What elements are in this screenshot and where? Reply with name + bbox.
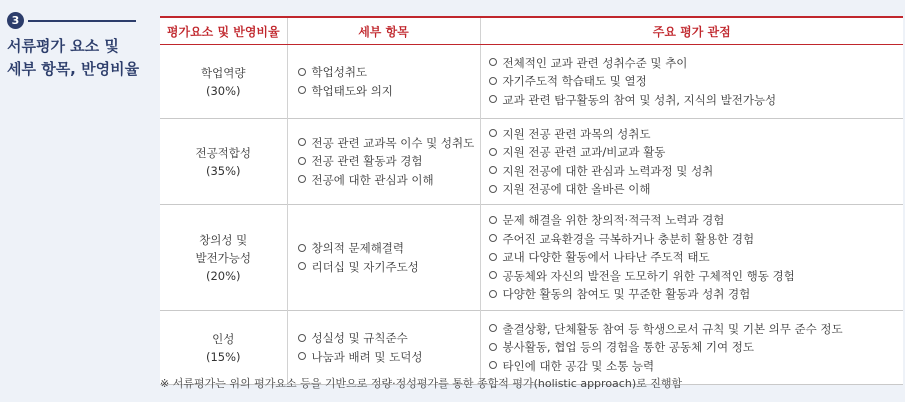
evaluation-table (160, 16, 903, 385)
perspective-list (489, 211, 904, 304)
list-item (489, 143, 904, 162)
list-item (489, 320, 904, 339)
list-item (489, 267, 904, 286)
list-item (489, 230, 904, 249)
circle-bullet-icon (489, 166, 497, 174)
circle-bullet-icon (298, 138, 306, 146)
section-header (7, 10, 157, 81)
section-title (7, 35, 157, 81)
element-cell (160, 119, 287, 205)
detail-item-text: 전공 관련 활동과 경험 (311, 154, 423, 169)
detail-item-text: 학업태도와 의지 (311, 83, 393, 98)
list-item (489, 338, 904, 357)
divider-line (28, 20, 136, 22)
list-item (298, 258, 480, 277)
circle-bullet-icon (298, 86, 306, 94)
circle-bullet-icon (298, 175, 306, 183)
detail-item-text: 리더십 및 자기주도성 (311, 259, 419, 274)
element-cell (160, 45, 287, 119)
element-text: 발전가능성 (195, 250, 252, 265)
detail-item-text: 학업성취도 (311, 65, 368, 79)
detail-item-list (298, 329, 480, 366)
circle-bullet-icon (298, 262, 306, 270)
list-item (298, 171, 480, 190)
list-item (298, 152, 480, 171)
detail-item-list (298, 239, 480, 276)
element-text: 창의성 및 (199, 232, 248, 247)
list-item (298, 329, 480, 348)
perspective-text: 교과 관련 탐구활동의 참여 및 성취, 지식의 발전가능성 (502, 92, 777, 107)
header-perspectives: 주요 평가 관점 (480, 17, 903, 45)
list-item (298, 63, 480, 82)
detail-item-cell (287, 119, 480, 205)
element-cell (160, 205, 287, 311)
header-element: 평가요소 및 반영비율 (160, 17, 287, 45)
list-item (489, 211, 904, 230)
perspective-text: 지원 전공에 대한 관심과 노력과정 및 성취 (502, 163, 714, 178)
circle-bullet-icon (489, 361, 497, 369)
circle-bullet-icon (298, 157, 306, 165)
perspective-list (489, 54, 904, 110)
circle-bullet-icon (489, 324, 497, 332)
section-title-line1: 서류평가 요소 및 (7, 37, 119, 55)
list-item (298, 134, 480, 153)
perspective-text: 봉사활동, 협업 등의 경험을 통한 공동체 기여 정도 (502, 340, 754, 355)
circle-bullet-icon (489, 185, 497, 193)
perspective-text: 자기주도적 학습태도 및 열정 (502, 74, 647, 89)
list-item (489, 285, 904, 304)
table-row (160, 205, 903, 311)
circle-bullet-icon (298, 334, 306, 342)
list-item (489, 357, 904, 376)
section-number-row (7, 10, 157, 29)
detail-item-list (298, 63, 480, 100)
perspective-text: 타인에 대한 공감 및 소통 능력 (502, 358, 655, 373)
circle-bullet-icon (489, 271, 497, 279)
element-text: (20%) (205, 268, 241, 283)
circle-bullet-icon (489, 290, 497, 298)
element-text: (35%) (205, 163, 241, 178)
perspective-text: 문제 해결을 위한 창의적·적극적 노력과 경험 (502, 213, 725, 228)
circle-bullet-icon (489, 343, 497, 351)
list-item (489, 248, 904, 267)
list-item (489, 125, 904, 144)
perspective-list (489, 320, 904, 376)
list-item (489, 72, 904, 91)
perspective-list (489, 125, 904, 199)
perspective-text: 출결상황, 단체활동 참여 등 학생으로서 규칙 및 기본 의무 준수 정도 (502, 321, 843, 336)
list-item (489, 91, 904, 110)
circle-bullet-icon (489, 58, 497, 66)
perspective-text: 지원 전공 관련 교과/비교과 활동 (502, 145, 666, 159)
detail-item-text: 나눔과 배려 및 도덕성 (311, 349, 423, 364)
circle-bullet-icon (298, 244, 306, 252)
list-item (489, 162, 904, 181)
perspective-text: 지원 전공에 대한 올바른 이해 (502, 182, 651, 196)
perspective-text: 다양한 활동의 참여도 및 꾸준한 활동과 성취 경험 (502, 287, 751, 302)
circle-bullet-icon (489, 95, 497, 103)
detail-item-cell (287, 205, 480, 311)
list-item (298, 82, 480, 101)
perspective-cell (480, 311, 903, 385)
footnote: ※ 서류평가는 위의 평가요소 등을 기반으로 정량·정성평가를 통한 종합적 평가(holistic approach)로 진행함 (160, 377, 683, 390)
circle-bullet-icon (489, 216, 497, 224)
detail-item-cell (287, 311, 480, 385)
detail-item-text: 성실성 및 규칙준수 (311, 331, 408, 345)
circle-bullet-icon (489, 234, 497, 242)
detail-item-list (298, 134, 480, 190)
section-number-badge: 3 (7, 12, 24, 29)
element-cell (160, 311, 287, 385)
perspective-cell (480, 205, 903, 311)
perspective-cell (480, 119, 903, 205)
detail-item-text: 전공에 대한 관심과 이해 (311, 172, 434, 187)
circle-bullet-icon (489, 148, 497, 156)
list-item (489, 180, 904, 199)
element-text: (30%) (205, 83, 241, 98)
list-item (298, 239, 480, 258)
element-text: 전공적합성 (195, 145, 252, 160)
table-header-row (160, 17, 903, 45)
circle-bullet-icon (489, 253, 497, 261)
list-item (489, 54, 904, 73)
perspective-cell (480, 45, 903, 119)
header-items: 세부 항목 (287, 17, 480, 45)
perspective-text: 교내 다양한 활동에서 나타난 주도적 태도 (502, 250, 710, 265)
perspective-text: 주어진 교육환경을 극복하거나 충분히 활용한 경험 (502, 231, 755, 246)
table-row (160, 311, 903, 385)
table-row (160, 119, 903, 205)
list-item (298, 348, 480, 367)
element-text: 학업역량 (201, 65, 246, 80)
circle-bullet-icon (298, 352, 306, 360)
circle-bullet-icon (298, 68, 306, 76)
detail-item-text: 전공 관련 교과목 이수 및 성취도 (311, 135, 475, 150)
element-text: 인성 (212, 331, 235, 346)
element-text: (15%) (205, 349, 241, 364)
detail-item-cell (287, 45, 480, 119)
table-row (160, 45, 903, 119)
perspective-text: 공동체와 자신의 발전을 도모하기 위한 구체적인 행동 경험 (502, 268, 795, 283)
perspective-text: 전체적인 교과 관련 성취수준 및 추이 (502, 55, 688, 70)
detail-item-text: 창의적 문제해결력 (311, 241, 405, 255)
circle-bullet-icon (489, 129, 497, 137)
perspective-text: 지원 전공 관련 과목의 성취도 (502, 126, 651, 141)
circle-bullet-icon (489, 77, 497, 85)
section-title-line2: 세부 항목, 반영비율 (7, 60, 140, 78)
